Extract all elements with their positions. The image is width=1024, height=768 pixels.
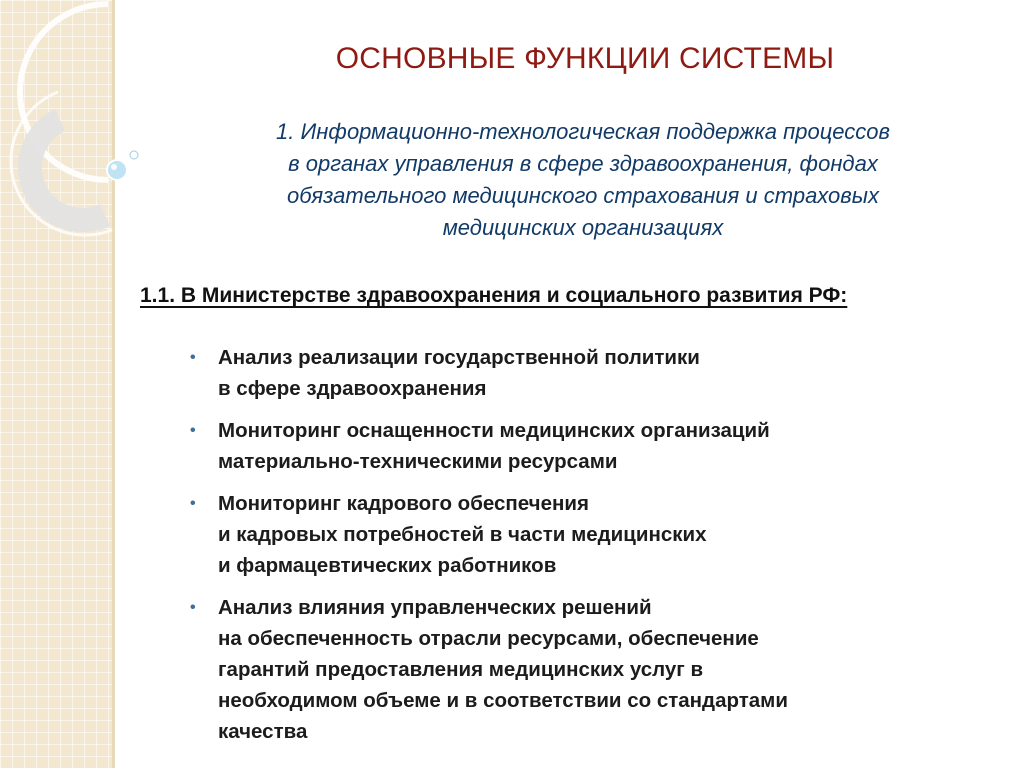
list-item <box>186 488 986 581</box>
bullet-icon: • <box>190 599 196 616</box>
bullet-line: в сфере здравоохранения <box>218 377 487 400</box>
subtitle-line: медицинских организациях <box>442 215 724 240</box>
bullet-icon: • <box>190 495 196 512</box>
bullet-line: гарантий предоставления медицинских услуг в <box>218 658 704 681</box>
bullet-line: и кадровых потребностей в части медицинских <box>218 523 707 546</box>
bullet-line: Мониторинг оснащенности медицинских организаций <box>218 419 770 442</box>
list-item <box>186 415 986 477</box>
slide-subtitle <box>148 116 1018 244</box>
bullet-line: Анализ реализации государственной политики <box>218 346 700 369</box>
subtitle-line: обязательного медицинского страхования и страховых <box>287 183 879 208</box>
section-heading: 1.1. В Министерстве здравоохранения и социального развития РФ: <box>140 284 848 307</box>
slide-title: ОСНОВНЫЕ ФУНКЦИИ СИСТЕМЫ <box>335 42 835 75</box>
bullet-line: Мониторинг кадрового обеспечения <box>218 492 589 515</box>
bullet-line: необходимом объеме и в соответствии со стандартами <box>218 689 788 712</box>
list-item <box>186 592 986 747</box>
subtitle-line: в органах управления в сфере здравоохранения, фондах <box>288 151 878 176</box>
subtitle-line: 1. Информационно-технологическая поддержка процессов <box>276 119 890 144</box>
bullet-list <box>186 342 986 758</box>
bullet-line: и фармацевтических работников <box>218 554 557 577</box>
list-item <box>186 342 986 404</box>
bullet-icon: • <box>190 349 196 366</box>
bullet-line: Анализ влияния управленческих решений <box>218 596 652 619</box>
bullet-icon: • <box>190 422 196 439</box>
bullet-line: качества <box>218 720 308 743</box>
bullet-line: материально-техническими ресурсами <box>218 450 618 473</box>
bullet-line: на обеспеченность отрасли ресурсами, обеспечение <box>218 627 759 650</box>
